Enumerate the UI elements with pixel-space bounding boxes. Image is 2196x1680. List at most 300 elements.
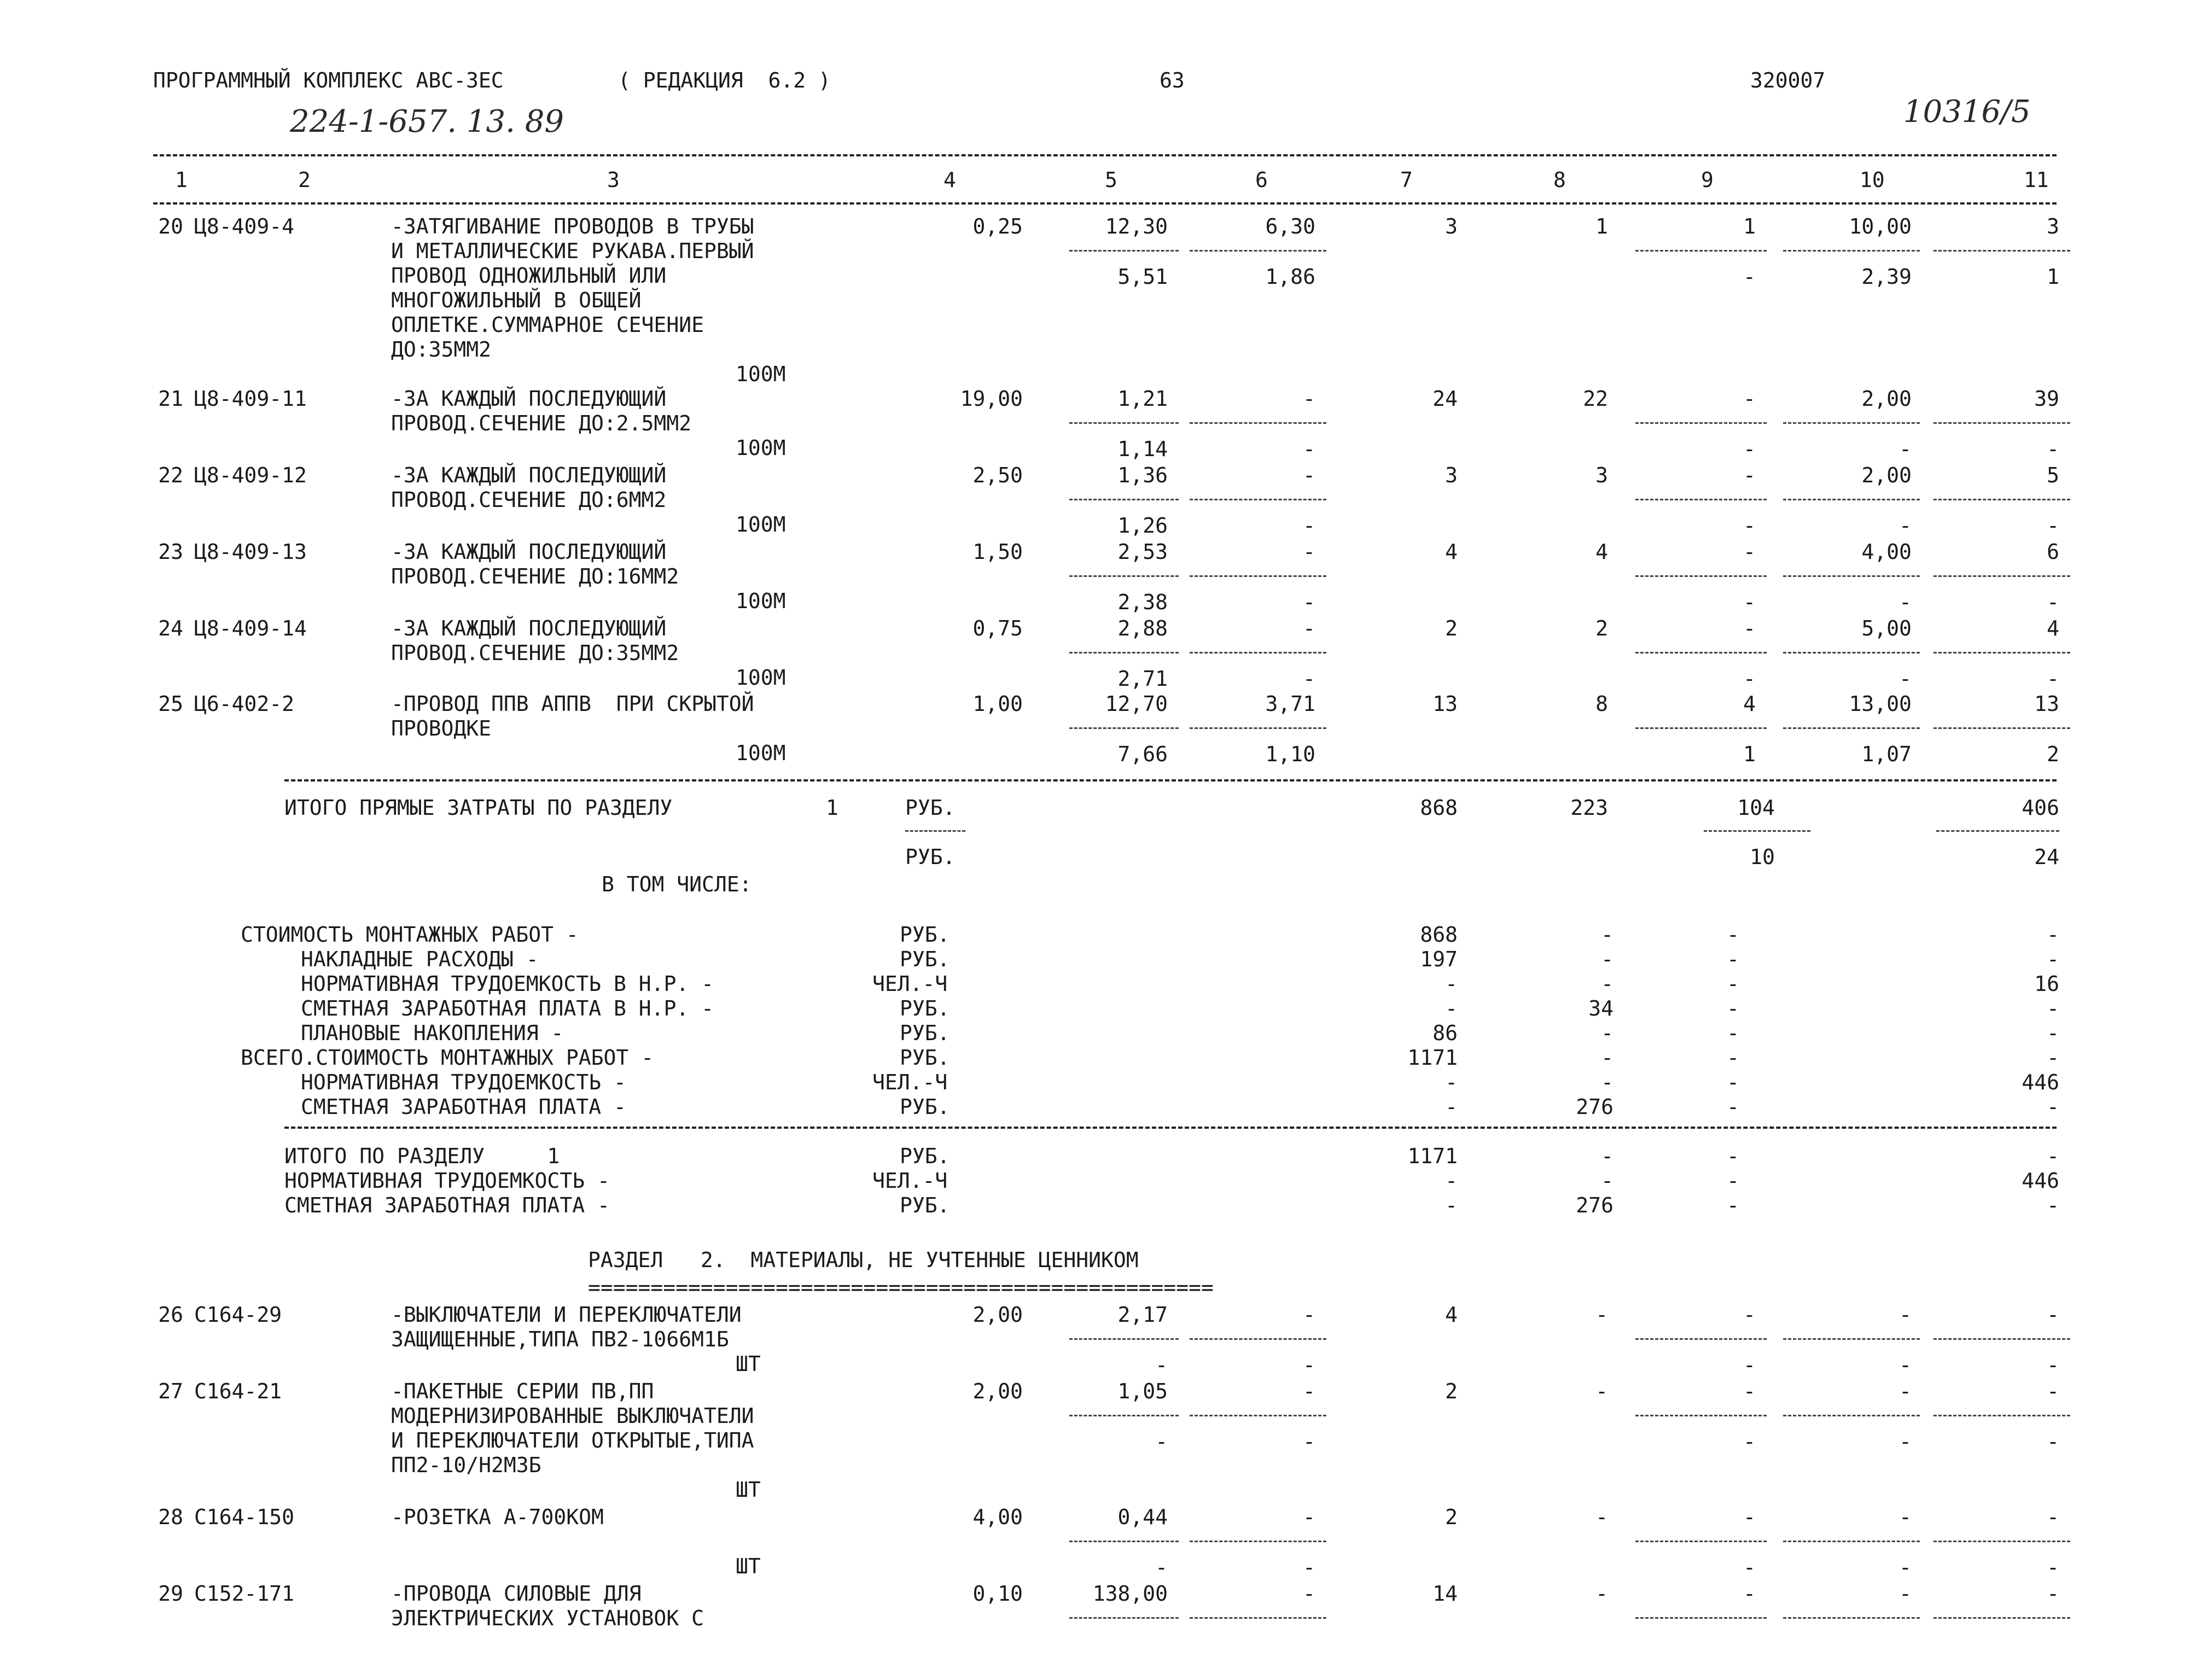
row-quantity: 2,50: [972, 463, 1023, 487]
cell-c9: -: [1743, 1303, 1756, 1327]
row-unit: ШТ: [736, 1478, 761, 1502]
direct-costs-c11-sub: 24: [2034, 845, 2059, 869]
cell-c6: -: [1303, 463, 1315, 487]
cell-c6: 3,71: [1265, 692, 1315, 716]
cell-price: 2,17: [1117, 1303, 1168, 1327]
cell-c7: 4: [1445, 1303, 1458, 1327]
cell-separator: [1933, 250, 2070, 252]
summary-line-c7: -: [1445, 1095, 1458, 1119]
cell-price-sub: 2,38: [1117, 590, 1168, 614]
row-quantity: 2,00: [972, 1379, 1023, 1403]
cell-separator: [1635, 1415, 1767, 1416]
summary-line-c7: 197: [1420, 947, 1458, 971]
summary-line-label: ВСЕГО.СТОИМОСТЬ МОНТАЖНЫХ РАБОТ -: [241, 1046, 654, 1070]
summary-line-c11: 16: [2034, 972, 2059, 996]
cell-c8: -: [1595, 1379, 1608, 1403]
row-number: 22: [158, 463, 183, 487]
direct-costs-c9: 104: [1737, 796, 1775, 820]
cell-separator: [1190, 1415, 1326, 1416]
row-unit: ШТ: [736, 1554, 761, 1578]
cell-price: 1,36: [1117, 463, 1168, 487]
row-description: -ПРОВОД ППВ АППВ ПРИ СКРЫТОЙ: [391, 692, 754, 716]
cell-c11: 5: [2047, 463, 2059, 487]
cell-separator: [1783, 727, 1920, 729]
row-description: ПРОВОД.СЕЧЕНИЕ ДО:2.5ММ2: [391, 411, 692, 435]
direct-costs-unit: РУБ.: [905, 796, 956, 820]
summary-line-label: ПЛАНОВЫЕ НАКОПЛЕНИЯ -: [301, 1021, 564, 1045]
cell-price: 12,30: [1105, 214, 1168, 238]
row-code: С152-171: [194, 1582, 295, 1606]
summary-line-c9: -: [1727, 972, 1739, 996]
cell-c6-sub: -: [1303, 514, 1315, 538]
cell-c10-sub: -: [1899, 590, 1912, 614]
cell-separator: [1190, 652, 1326, 654]
handwritten-number: 10316/5: [1903, 94, 2031, 130]
cell-separator: [1069, 422, 1179, 424]
row-quantity: 1,50: [972, 540, 1023, 564]
summary-line-label: СМЕТНАЯ ЗАРАБОТНАЯ ПЛАТА -: [301, 1095, 626, 1119]
section-total-label: ИТОГО ПО РАЗДЕЛУ 1: [284, 1144, 560, 1168]
direct-costs-section: 1: [826, 796, 838, 820]
cell-c11: 4: [2047, 616, 2059, 640]
cell-c11-sub: -: [2047, 437, 2059, 461]
cell-c9-sub: -: [1743, 590, 1756, 614]
cell-c10-sub: -: [1899, 1430, 1912, 1454]
summary-line-c11: -: [2047, 1095, 2059, 1119]
row-description: ПРОВОД.СЕЧЕНИЕ ДО:6ММ2: [391, 488, 667, 512]
cell-c6-sub: -: [1303, 590, 1315, 614]
row-description: ПРОВОД ОДНОЖИЛЬНЫЙ ИЛИ: [391, 264, 667, 288]
summary-line-c8: 34: [1588, 996, 1613, 1020]
cell-separator: [1069, 250, 1179, 252]
row-number: 25: [158, 692, 183, 716]
row-description: -ПАКЕТНЫЕ СЕРИИ ПВ,ПП: [391, 1379, 654, 1403]
cell-c11-sub: 2: [2047, 742, 2059, 766]
cell-separator: [1190, 1541, 1326, 1542]
summary-line-c11: -: [2047, 1046, 2059, 1070]
summary-line-label: СМЕТНАЯ ЗАРАБОТНАЯ ПЛАТА В Н.Р. -: [301, 996, 714, 1020]
cell-c11-sub: -: [2047, 590, 2059, 614]
cell-c9-sub: -: [1743, 1555, 1756, 1579]
cell-separator: [1783, 422, 1920, 424]
header-rule-bottom: [153, 202, 2057, 205]
cell-c6: -: [1303, 1379, 1315, 1403]
summary-line-c7: 86: [1432, 1021, 1458, 1045]
edition-label: ( РЕДАКЦИЯ 6.2 ): [618, 68, 831, 92]
cell-separator: [1783, 250, 1920, 252]
cell-separator: [1704, 830, 1810, 832]
cell-separator: [1783, 1617, 1920, 1619]
cell-c7: 4: [1445, 540, 1458, 564]
cell-separator: [1635, 575, 1767, 577]
row-description: -ЗА КАЖДЫЙ ПОСЛЕДУЮЩИЙ: [391, 387, 667, 411]
totals-rule: [284, 779, 2057, 781]
cell-separator: [1069, 575, 1179, 577]
summary-line-c9: -: [1727, 996, 1739, 1020]
cell-c10: -: [1899, 1582, 1912, 1606]
summary-line-c8: 276: [1576, 1095, 1613, 1119]
cell-c6-sub: -: [1303, 1430, 1315, 1454]
summary-line-c11: 446: [2022, 1070, 2059, 1094]
row-number: 27: [158, 1379, 183, 1403]
direct-costs-c7: 868: [1420, 796, 1458, 820]
row-code: Ц8-409-4: [194, 214, 295, 238]
cell-separator: [1783, 1415, 1920, 1416]
cell-c6-sub: 1,86: [1265, 265, 1315, 289]
cell-separator: [1783, 1338, 1920, 1340]
summary-line-unit: РУБ.: [900, 1021, 950, 1045]
including-label: В ТОМ ЧИСЛЕ:: [602, 872, 752, 896]
cell-separator: [1933, 727, 2070, 729]
cell-c10: 4,00: [1861, 540, 1912, 564]
cell-separator: [1783, 575, 1920, 577]
cell-separator: [1190, 499, 1326, 500]
cell-c10: 13,00: [1849, 692, 1912, 716]
cell-separator: [1783, 499, 1920, 500]
row-description: ПРОВОД.СЕЧЕНИЕ ДО:35ММ2: [391, 641, 679, 665]
cell-price: 1,21: [1117, 387, 1168, 411]
section-total-c11: -: [2047, 1144, 2059, 1168]
row-quantity: 0,75: [972, 616, 1023, 640]
cell-c11: 3: [2047, 214, 2059, 238]
cell-separator: [1069, 727, 1179, 729]
page-number: 63: [1160, 68, 1185, 92]
cell-c8: 1: [1595, 214, 1608, 238]
cell-price-sub: 5,51: [1117, 265, 1168, 289]
section-total-c7: 1171: [1407, 1144, 1458, 1168]
section-total-c7: -: [1445, 1193, 1458, 1217]
cell-c11: -: [2047, 1582, 2059, 1606]
cell-separator: [1069, 1541, 1179, 1542]
summary-line-c11: -: [2047, 1021, 2059, 1045]
cell-price: 0,44: [1117, 1505, 1168, 1529]
cell-c6: -: [1303, 616, 1315, 640]
row-code: Ц6-402-2: [194, 692, 295, 716]
cell-c6-sub: -: [1303, 437, 1315, 461]
row-quantity: 0,25: [972, 214, 1023, 238]
cell-separator: [1933, 1338, 2070, 1340]
cell-c9: -: [1743, 616, 1756, 640]
row-description: ПРОВОД.СЕЧЕНИЕ ДО:16ММ2: [391, 564, 679, 588]
cell-c6: 6,30: [1265, 214, 1315, 238]
summary-line-c11: -: [2047, 996, 2059, 1020]
summary-line-unit: ЧЕЛ.-Ч: [872, 1070, 948, 1094]
cell-c11: 39: [2034, 387, 2059, 411]
row-description: -ЗА КАЖДЫЙ ПОСЛЕДУЮЩИЙ: [391, 616, 667, 640]
cell-c9: -: [1743, 1505, 1756, 1529]
cell-c7: 3: [1445, 214, 1458, 238]
handwritten-reference: 224-1-657. 13. 89: [290, 104, 564, 139]
row-code: Ц8-409-11: [194, 387, 307, 411]
cell-c8: 3: [1595, 463, 1608, 487]
row-code: Ц8-409-12: [194, 463, 307, 487]
column-header-1: 1: [175, 168, 188, 192]
summary-line-c9: -: [1727, 1046, 1739, 1070]
cell-separator: [1933, 499, 2070, 500]
cell-c9-sub: 1: [1743, 742, 1756, 766]
row-quantity: 1,00: [972, 692, 1023, 716]
summary-line-c9: -: [1727, 1070, 1739, 1094]
summary-line-c9: -: [1727, 1095, 1739, 1119]
section-total-c8: 276: [1576, 1193, 1613, 1217]
row-code: С164-150: [194, 1505, 295, 1529]
cell-c11: -: [2047, 1303, 2059, 1327]
section-totals-rule: [284, 1127, 2057, 1129]
section-total-c11: 446: [2022, 1169, 2059, 1193]
summary-line-c7: 868: [1420, 923, 1458, 947]
cell-c6-sub: -: [1303, 1353, 1315, 1377]
cell-c9-sub: -: [1743, 1430, 1756, 1454]
row-number: 24: [158, 616, 183, 640]
cell-separator: [1190, 575, 1326, 577]
cell-c6: -: [1303, 1303, 1315, 1327]
row-number: 20: [158, 214, 183, 238]
column-header-10: 10: [1860, 168, 1885, 192]
cell-separator: [1933, 1541, 2070, 1542]
row-quantity: 19,00: [960, 387, 1023, 411]
row-quantity: 0,10: [972, 1582, 1023, 1606]
cell-price: 12,70: [1105, 692, 1168, 716]
column-header-3: 3: [607, 168, 620, 192]
cell-c8: 8: [1595, 692, 1608, 716]
cell-separator: [1635, 422, 1767, 424]
row-number: 21: [158, 387, 183, 411]
cell-separator: [1190, 727, 1326, 729]
cell-separator: [1069, 652, 1179, 654]
cell-c7: 3: [1445, 463, 1458, 487]
summary-line-unit: РУБ.: [900, 947, 950, 971]
summary-line-c11: -: [2047, 947, 2059, 971]
cell-price: 138,00: [1092, 1582, 1168, 1606]
row-description: МНОГОЖИЛЬНЫЙ В ОБЩЕЙ: [391, 288, 642, 312]
cell-c8: 4: [1595, 540, 1608, 564]
cell-separator: [1635, 499, 1767, 500]
summary-line-label: НАКЛАДНЫЕ РАСХОДЫ -: [301, 947, 539, 971]
cell-price-sub: -: [1155, 1555, 1168, 1579]
cell-c7: 13: [1432, 692, 1458, 716]
cell-c11: -: [2047, 1505, 2059, 1529]
cell-separator: [1069, 1415, 1179, 1416]
cell-separator: [1933, 1415, 2070, 1416]
cell-separator: [1635, 250, 1767, 252]
cell-c10-sub: 2,39: [1861, 265, 1912, 289]
cell-c9-sub: -: [1743, 514, 1756, 538]
cell-c9: 4: [1743, 692, 1756, 716]
cell-price-sub: 2,71: [1117, 667, 1168, 691]
cell-c10: 2,00: [1861, 387, 1912, 411]
cell-c6: -: [1303, 387, 1315, 411]
row-description: -ВЫКЛЮЧАТЕЛИ И ПЕРЕКЛЮЧАТЕЛИ: [391, 1303, 742, 1327]
cell-price-sub: 1,26: [1117, 514, 1168, 538]
row-quantity: 2,00: [972, 1303, 1023, 1327]
summary-line-label: НОРМАТИВНАЯ ТРУДОЕМКОСТЬ В Н.Р. -: [301, 972, 714, 996]
cell-price: 1,05: [1117, 1379, 1168, 1403]
cell-c9-sub: -: [1743, 437, 1756, 461]
cell-c9: 1: [1743, 214, 1756, 238]
row-code: Ц8-409-13: [194, 540, 307, 564]
summary-line-unit: РУБ.: [900, 996, 950, 1020]
cell-separator: [1635, 652, 1767, 654]
direct-costs-c11: 406: [2022, 796, 2059, 820]
direct-costs-c9-sub: 10: [1750, 845, 1775, 869]
section-2-underline: ==================================================: [588, 1275, 1214, 1299]
summary-line-c7: -: [1445, 996, 1458, 1020]
row-unit: 100М: [736, 666, 786, 690]
row-number: 28: [158, 1505, 183, 1529]
column-header-4: 4: [943, 168, 956, 192]
cell-c10: 5,00: [1861, 616, 1912, 640]
section-total-unit: РУБ.: [900, 1144, 950, 1168]
cell-c9-sub: -: [1743, 1353, 1756, 1377]
program-name: ПРОГРАММНЫЙ КОМПЛЕКС АВС-ЗЕС: [153, 68, 504, 92]
summary-line-c9: -: [1727, 947, 1739, 971]
cell-c11: 13: [2034, 692, 2059, 716]
summary-line-c7: -: [1445, 972, 1458, 996]
row-unit: ШТ: [736, 1352, 761, 1376]
row-unit: 100М: [736, 741, 786, 765]
cell-separator: [1933, 422, 2070, 424]
cell-c7: 2: [1445, 1505, 1458, 1529]
cell-price-sub: 1,14: [1117, 437, 1168, 461]
cell-c10: -: [1899, 1303, 1912, 1327]
summary-line-c8: -: [1601, 972, 1613, 996]
document-code: 320007: [1750, 68, 1826, 92]
row-description: -ПРОВОДА СИЛОВЫЕ ДЛЯ: [391, 1582, 642, 1606]
cell-price: 2,88: [1117, 616, 1168, 640]
row-description: МОДЕРНИЗИРОВАННЫЕ ВЫКЛЮЧАТЕЛИ: [391, 1404, 754, 1428]
summary-line-label: НОРМАТИВНАЯ ТРУДОЕМКОСТЬ -: [301, 1070, 626, 1094]
column-header-6: 6: [1255, 168, 1268, 192]
cell-c8: -: [1595, 1303, 1608, 1327]
summary-line-c8: -: [1601, 923, 1613, 947]
summary-line-c7: -: [1445, 1070, 1458, 1094]
cell-c9: -: [1743, 463, 1756, 487]
cell-c9-sub: -: [1743, 667, 1756, 691]
cell-c9: -: [1743, 1379, 1756, 1403]
section-total-unit: РУБ.: [900, 1193, 950, 1217]
row-unit: 100М: [736, 362, 786, 386]
row-code: С164-29: [194, 1303, 282, 1327]
summary-line-c9: -: [1727, 923, 1739, 947]
cell-c10-sub: -: [1899, 437, 1912, 461]
section-2-title: РАЗДЕЛ 2. МАТЕРИАЛЫ, НЕ УЧТЕННЫЕ ЦЕННИКОМ: [588, 1248, 1139, 1272]
cell-c7: 2: [1445, 616, 1458, 640]
cell-c6-sub: -: [1303, 1555, 1315, 1579]
row-description: ДО:35ММ2: [391, 337, 492, 361]
summary-line-c8: -: [1601, 947, 1613, 971]
section-total-c8: -: [1601, 1144, 1613, 1168]
summary-line-c11: -: [2047, 923, 2059, 947]
cell-separator: [1190, 250, 1326, 252]
cell-separator: [1783, 652, 1920, 654]
summary-line-c9: -: [1727, 1021, 1739, 1045]
row-unit: 100М: [736, 589, 786, 613]
row-description: -ЗАТЯГИВАНИЕ ПРОВОДОВ В ТРУБЫ: [391, 214, 754, 238]
cell-price-sub: -: [1155, 1430, 1168, 1454]
cell-c9: -: [1743, 387, 1756, 411]
row-description: -ЗА КАЖДЫЙ ПОСЛЕДУЮЩИЙ: [391, 463, 667, 487]
row-description: ОПЛЕТКЕ.СУММАРНОЕ СЕЧЕНИЕ: [391, 313, 704, 337]
row-description: -РОЗЕТКА А-700КОМ: [391, 1505, 604, 1529]
direct-costs-unit-2: РУБ.: [905, 845, 956, 869]
cell-separator: [1069, 1617, 1179, 1619]
header-rule-top: [153, 154, 2057, 156]
section-total-c11: -: [2047, 1193, 2059, 1217]
cell-c10: -: [1899, 1505, 1912, 1529]
cell-c11: 6: [2047, 540, 2059, 564]
cell-c11-sub: -: [2047, 514, 2059, 538]
cell-c8: -: [1595, 1505, 1608, 1529]
row-unit: 100М: [736, 512, 786, 536]
cell-price-sub: 7,66: [1117, 742, 1168, 766]
column-header-7: 7: [1400, 168, 1413, 192]
cell-c8: -: [1595, 1582, 1608, 1606]
cell-separator: [1933, 575, 2070, 577]
cell-c11-sub: -: [2047, 1430, 2059, 1454]
cell-c11-sub: 1: [2047, 265, 2059, 289]
column-header-5: 5: [1105, 168, 1117, 192]
cell-separator: [1069, 1338, 1179, 1340]
cell-separator: [1933, 1617, 2070, 1619]
cell-c9: -: [1743, 1582, 1756, 1606]
row-description: ЭЛЕКТРИЧЕСКИХ УСТАНОВОК С: [391, 1606, 704, 1630]
cell-separator: [1783, 1541, 1920, 1542]
section-total-label: НОРМАТИВНАЯ ТРУДОЕМКОСТЬ -: [284, 1169, 610, 1193]
cell-separator: [1933, 652, 2070, 654]
cell-separator: [1190, 422, 1326, 424]
cell-c11-sub: -: [2047, 667, 2059, 691]
row-description: ЗАЩИЩЕННЫЕ,ТИПА ПВ2-1066М1Б: [391, 1327, 729, 1351]
summary-line-c8: -: [1601, 1070, 1613, 1094]
row-unit: 100М: [736, 436, 786, 460]
cell-c10-sub: 1,07: [1861, 742, 1912, 766]
cell-c11-sub: -: [2047, 1353, 2059, 1377]
cell-c6-sub: -: [1303, 667, 1315, 691]
column-header-11: 11: [2024, 168, 2049, 192]
cell-c9-sub: -: [1743, 265, 1756, 289]
unit-separator: [905, 830, 965, 832]
row-number: 23: [158, 540, 183, 564]
section-total-c9: -: [1727, 1144, 1739, 1168]
cell-c8: 2: [1595, 616, 1608, 640]
row-quantity: 4,00: [972, 1505, 1023, 1529]
cell-c10: 2,00: [1861, 463, 1912, 487]
summary-line-c7: 1171: [1407, 1046, 1458, 1070]
cell-separator: [1936, 830, 2059, 832]
column-header-2: 2: [298, 168, 311, 192]
summary-line-unit: ЧЕЛ.-Ч: [872, 972, 948, 996]
cell-c6: -: [1303, 1505, 1315, 1529]
cell-c7: 14: [1432, 1582, 1458, 1606]
cell-separator: [1635, 1541, 1767, 1542]
cell-c8: 22: [1583, 387, 1608, 411]
cell-c11-sub: -: [2047, 1555, 2059, 1579]
summary-line-c8: -: [1601, 1046, 1613, 1070]
cell-c10: 10,00: [1849, 214, 1912, 238]
cell-separator: [1635, 727, 1767, 729]
cell-c10-sub: -: [1899, 514, 1912, 538]
row-description: И МЕТАЛЛИЧЕСКИЕ РУКАВА.ПЕРВЫЙ: [391, 239, 754, 263]
row-code: Ц8-409-14: [194, 616, 307, 640]
cell-c11: -: [2047, 1379, 2059, 1403]
direct-costs-label: ИТОГО ПРЯМЫЕ ЗАТРАТЫ ПО РАЗДЕЛУ: [284, 796, 673, 820]
section-total-c9: -: [1727, 1169, 1739, 1193]
cell-c7: 2: [1445, 1379, 1458, 1403]
row-description: ПП2-10/Н2М3Б: [391, 1453, 541, 1477]
cell-separator: [1069, 499, 1179, 500]
cell-separator: [1635, 1338, 1767, 1340]
cell-c6: -: [1303, 540, 1315, 564]
